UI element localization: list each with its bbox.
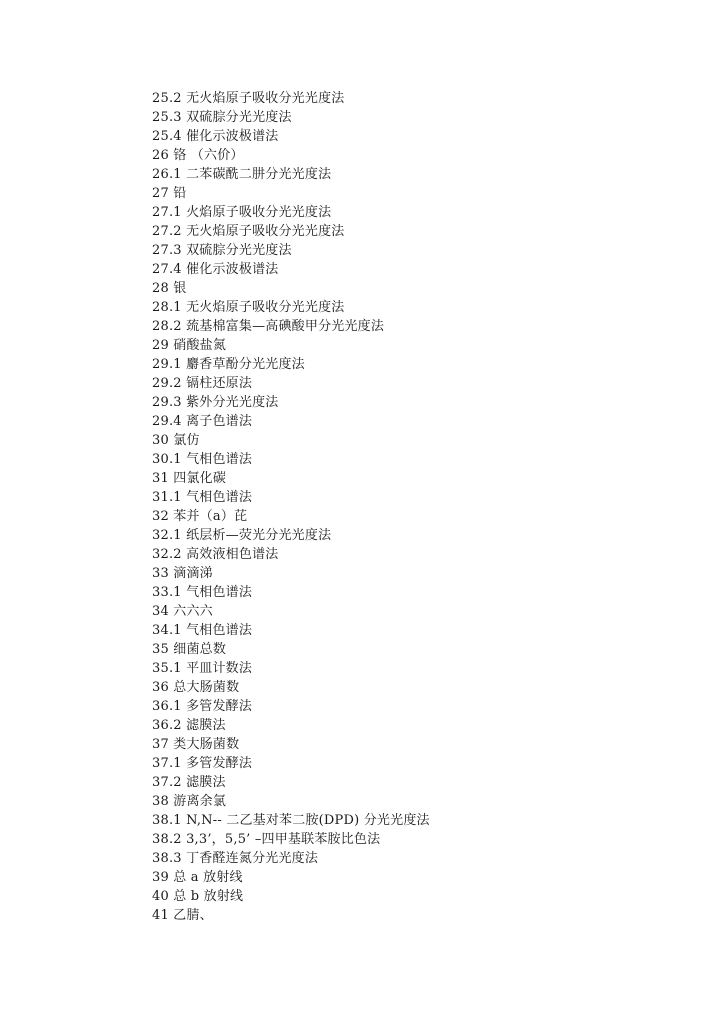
list-item: 27.3 双硫腙分光光度法 [152,243,292,258]
list-item: 39 总 a 放射线 [152,870,243,885]
list-item: 30.1 气相色谱法 [152,452,253,467]
list-item: 33 滴滴涕 [152,566,213,581]
list-item: 29.3 紫外分光光度法 [152,395,279,410]
list-item: 29 硝酸盐氮 [152,338,227,353]
list-item: 29.4 离子色谱法 [152,414,253,429]
list-item: 34 六六六 [152,604,213,619]
list-item: 29.1 麝香草酚分光光度法 [152,357,305,372]
list-item: 31.1 气相色谱法 [152,490,253,505]
list-item: 28.1 无火焰原子吸收分光光度法 [152,300,345,315]
list-item: 34.1 气相色谱法 [152,623,253,638]
list-item: 36.2 滤膜法 [152,718,226,733]
list-item: 25.3 双硫腙分光光度法 [152,110,292,125]
list-item: 32.2 高效液相色谱法 [152,547,279,562]
list-item: 27 铅 [152,186,187,201]
list-item: 37.1 多管发酵法 [152,756,253,771]
list-item: 38 游离余氯 [152,794,227,809]
list-item: 36.1 多管发酵法 [152,699,253,714]
list-item: 35 细菌总数 [152,642,227,657]
list-item: 26 铬 （六价） [152,148,244,163]
list-item: 32.1 纸层析—荧光分光光度法 [152,528,332,543]
method-list [152,89,430,925]
list-item: 33.1 气相色谱法 [152,585,253,600]
list-item: 27.4 催化示波极谱法 [152,262,279,277]
list-item: 31 四氯化碳 [152,471,227,486]
list-item: 41 乙腈、 [152,908,213,923]
list-item: 36 总大肠菌数 [152,680,240,695]
list-item: 35.1 平皿计数法 [152,661,253,676]
list-item: 27.2 无火焰原子吸收分光光度法 [152,224,345,239]
list-item: 32 苯并（a）芘 [152,509,248,524]
list-item: 27.1 火焰原子吸收分光光度法 [152,205,332,220]
list-item: 26.1 二苯碳酰二肼分光光度法 [152,167,332,182]
list-item: 29.2 镉柱还原法 [152,376,253,391]
list-item: 38.1 N,N-- 二乙基对苯二胺(DPD) 分光光度法 [152,813,430,828]
list-item: 28.2 巯基棉富集—高碘酸甲分光光度法 [152,319,385,334]
list-item: 37 类大肠菌数 [152,737,240,752]
list-item: 30 氯仿 [152,433,200,448]
list-item: 25.2 无火焰原子吸收分光光度法 [152,91,345,106]
list-item: 25.4 催化示波极谱法 [152,129,279,144]
list-item: 38.3 丁香醛连氮分光光度法 [152,851,319,866]
list-item: 37.2 滤膜法 [152,775,226,790]
list-item: 40 总 b 放射线 [152,889,244,904]
list-item: 38.2 3,3’，5,5’ –四甲基联苯胺比色法 [152,832,381,847]
list-item: 28 银 [152,281,187,296]
